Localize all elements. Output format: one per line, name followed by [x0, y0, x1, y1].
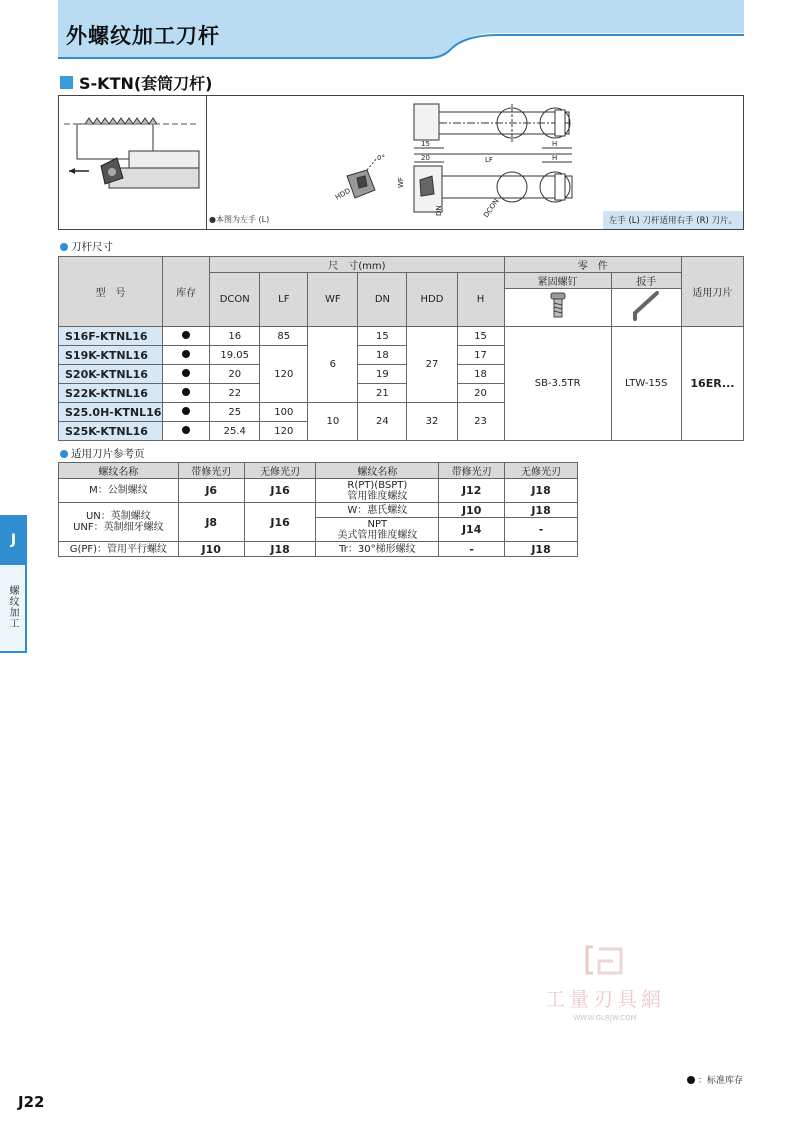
thread-name-cell — [316, 518, 439, 542]
legend-text: ：标准库存 — [697, 1076, 743, 1086]
dim-label-angle: 0° — [377, 154, 385, 162]
dn-cell: 24 — [358, 403, 407, 441]
watermark-url: WWW.GLRJW.COM — [573, 1014, 637, 1022]
stock-cell — [163, 327, 210, 346]
th-clamp-screw: 紧固螺钉 — [504, 273, 611, 289]
dim-label-h-bottom: H — [552, 154, 558, 162]
thread-name-line: 管用锥度螺纹 — [347, 490, 408, 502]
th-without-wiper: 无修光刃 — [244, 463, 316, 479]
stock-dot-icon — [182, 369, 190, 377]
holder-table-heading — [60, 239, 113, 254]
page-ref-link[interactable]: J8 — [178, 503, 244, 542]
th-dn: DN — [358, 273, 407, 327]
diagram-note-insert: 左手 (L) 刀杆适用右手 (R) 刀片。 — [603, 211, 743, 229]
thread-name-cell: M：公制螺纹 — [59, 479, 179, 503]
page-ref-link[interactable]: J12 — [439, 479, 505, 503]
stock-dot-icon — [182, 407, 190, 415]
h-cell: 23 — [457, 403, 504, 441]
th-wrench: 扳手 — [611, 273, 681, 289]
h-cell: 20 — [457, 384, 504, 403]
thread-name-cell: G(PF)：管用平行螺纹 — [59, 542, 179, 557]
thread-name-cell: Tr：30°梯形螺纹 — [316, 542, 439, 557]
th-hdd: HDD — [407, 273, 457, 327]
screw-cell: SB-3.5TR — [504, 327, 611, 441]
section-marker-icon — [60, 76, 73, 89]
watermark-logo-icon — [585, 945, 625, 975]
dcon-cell: 25 — [210, 403, 260, 422]
h-cell: 17 — [457, 346, 504, 365]
page-ref-link: - — [505, 518, 578, 542]
thread-name-line: UN：英制螺纹 — [85, 511, 151, 522]
bullet-icon — [60, 450, 68, 458]
screw-image — [504, 289, 611, 327]
dn-cell: 15 — [358, 327, 407, 346]
page-ref-link[interactable]: J16 — [244, 503, 316, 542]
dcon-cell: 16 — [210, 327, 260, 346]
page-ref-link[interactable]: J18 — [505, 479, 578, 503]
model-cell: S25.0H-KTNL16 — [59, 403, 163, 422]
insert-reference-table — [58, 462, 578, 557]
dim-label-hdd: HDD — [334, 186, 352, 202]
page-ref-link[interactable]: J14 — [439, 518, 505, 542]
thread-name-cell — [316, 479, 439, 503]
dn-cell: 18 — [358, 346, 407, 365]
dim-label-dn: DN — [435, 205, 443, 216]
chapter-side-tab[interactable] — [0, 515, 27, 653]
dcon-cell: 25.4 — [210, 422, 260, 441]
lf-cell: 85 — [260, 327, 308, 346]
lf-cell: 120 — [260, 346, 308, 403]
ref-table-heading-text: 适用刀片参考页 — [71, 448, 145, 460]
page-ref-link[interactable]: J18 — [505, 542, 578, 557]
wf-cell: 10 — [308, 403, 358, 441]
th-with-wiper: 带修光刃 — [178, 463, 244, 479]
section-title: S-KTN(套筒刀杆) — [79, 74, 213, 93]
th-dimensions: 尺 寸(mm) — [210, 257, 504, 273]
dim-label-20: 20 — [421, 154, 430, 162]
dim-label-wf: WF — [397, 177, 405, 188]
thread-name-cell — [59, 503, 179, 542]
model-cell: S22K-KTNL16 — [59, 384, 163, 403]
dcon-cell: 20 — [210, 365, 260, 384]
watermark — [530, 945, 680, 1022]
th-thread-name-2: 螺纹名称 — [316, 463, 439, 479]
diagram-box — [58, 95, 744, 230]
th-parts: 零 件 — [504, 257, 681, 273]
stock-dot-icon — [182, 388, 190, 396]
hdd-cell: 32 — [407, 403, 457, 441]
wf-cell: 6 — [308, 327, 358, 403]
chapter-letter: J — [0, 515, 27, 565]
stock-dot-icon — [182, 426, 190, 434]
insert-cell: 16ER... — [681, 327, 743, 441]
section-heading — [60, 71, 213, 94]
page-ref-link[interactable]: J6 — [178, 479, 244, 503]
table-row — [59, 503, 578, 518]
stock-dot-icon — [182, 331, 190, 339]
page-ref-link[interactable]: J10 — [178, 542, 244, 557]
stock-dot-icon — [182, 350, 190, 358]
model-cell: S20K-KTNL16 — [59, 365, 163, 384]
dim-label-h-top: H — [552, 140, 558, 148]
hdd-cell: 27 — [407, 327, 457, 403]
page-number: J22 — [18, 1093, 45, 1111]
dim-label-lf: LF — [485, 156, 493, 164]
dn-cell: 19 — [358, 365, 407, 384]
diagram-note-left-hand: ●本图为左手 (L) — [209, 215, 270, 224]
dn-cell: 21 — [358, 384, 407, 403]
stock-cell — [163, 384, 210, 403]
threading-illustration — [59, 96, 206, 229]
th-h: H — [457, 273, 504, 327]
stock-legend — [687, 1073, 743, 1086]
dimension-drawing — [207, 96, 737, 229]
dim-label-dcon: DCON — [482, 197, 501, 220]
wrench-cell: LTW-15S — [611, 327, 681, 441]
table-row — [59, 542, 578, 557]
dcon-cell: 22 — [210, 384, 260, 403]
ref-table-heading — [60, 446, 145, 461]
lf-cell: 120 — [260, 422, 308, 441]
page-ref-link: - — [439, 542, 505, 557]
dim-label-15: 15 — [421, 140, 430, 148]
wrench-image — [611, 289, 681, 327]
wrench-icon — [629, 289, 663, 323]
holder-dimension-table — [58, 256, 744, 441]
h-cell: 18 — [457, 365, 504, 384]
thread-name-line: NPT — [367, 518, 388, 530]
th-lf: LF — [260, 273, 308, 327]
thread-name-line: UNF：英制细牙螺纹 — [73, 522, 164, 533]
th-insert: 适用刀片 — [681, 257, 743, 327]
thread-name-cell: W：惠氏螺纹 — [316, 503, 439, 518]
th-without-wiper-2: 无修光刃 — [505, 463, 578, 479]
holder-table-heading-text: 刀杆尺寸 — [71, 241, 113, 253]
th-stock: 库存 — [163, 257, 210, 327]
model-cell: S19K-KTNL16 — [59, 346, 163, 365]
table-row — [59, 479, 578, 503]
lf-cell: 100 — [260, 403, 308, 422]
th-with-wiper-2: 带修光刃 — [439, 463, 505, 479]
page-ref-link[interactable]: J16 — [244, 479, 316, 503]
page-title: 外螺纹加工刀杆 — [66, 24, 220, 48]
legend-dot-icon — [687, 1076, 695, 1084]
th-model: 型 号 — [59, 257, 163, 327]
page-ref-link[interactable]: J18 — [505, 503, 578, 518]
stock-cell — [163, 346, 210, 365]
chapter-label-box — [0, 565, 27, 653]
stock-cell — [163, 422, 210, 441]
stock-cell — [163, 365, 210, 384]
dcon-cell: 19.05 — [210, 346, 260, 365]
bullet-icon — [60, 243, 68, 251]
stock-cell — [163, 403, 210, 422]
watermark-name: 工量刃具網 — [545, 987, 665, 1011]
th-wf: WF — [308, 273, 358, 327]
chapter-label: 螺纹加工 — [7, 585, 18, 629]
table-row — [59, 327, 744, 346]
header-band — [58, 0, 744, 60]
model-cell: S16F-KTNL16 — [59, 327, 163, 346]
h-cell: 15 — [457, 327, 504, 346]
model-cell: S25K-KTNL16 — [59, 422, 163, 441]
thread-name-line: 美式管用锥度螺纹 — [337, 529, 418, 541]
clamp-screw-icon — [548, 291, 568, 321]
page-ref-link[interactable]: J10 — [439, 503, 505, 518]
th-thread-name: 螺纹名称 — [59, 463, 179, 479]
thread-name-line: R(PT)(BSPT) — [347, 479, 408, 491]
th-dcon: DCON — [210, 273, 260, 327]
page-ref-link[interactable]: J18 — [244, 542, 316, 557]
